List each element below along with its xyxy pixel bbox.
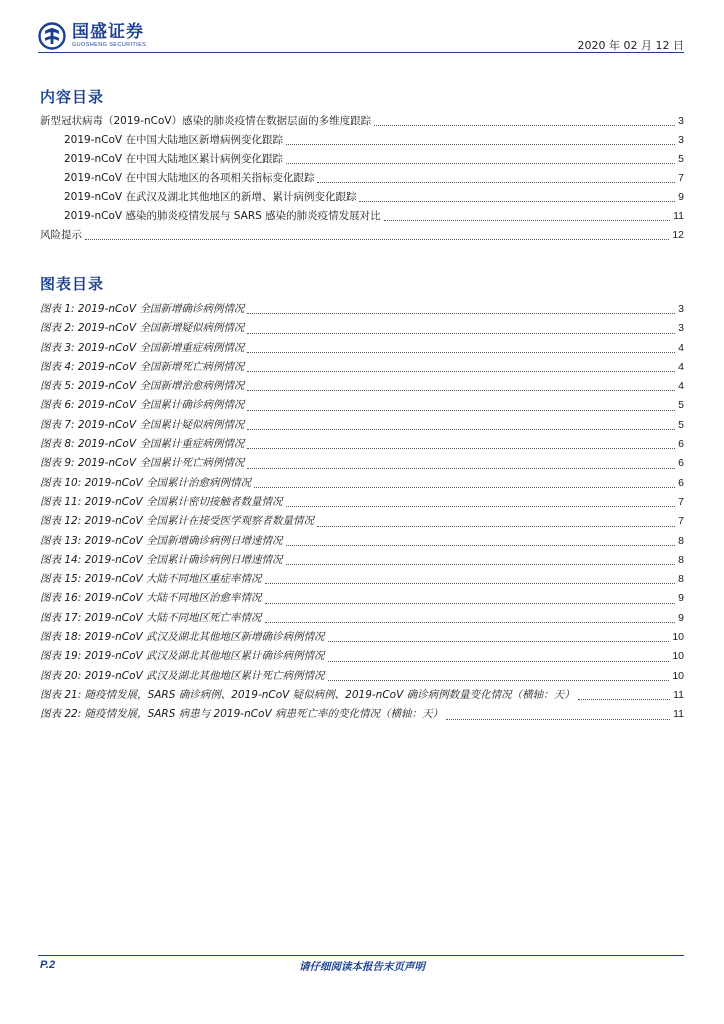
figure-entry[interactable] <box>40 512 684 531</box>
figure-entry[interactable] <box>40 686 684 705</box>
figure-entry[interactable] <box>40 454 684 473</box>
dot-leader <box>247 352 675 353</box>
figure-entry[interactable] <box>40 396 684 415</box>
figure-entry-text: 图表 4: 2019-nCoV 全国新增死亡病例情况 <box>40 360 245 373</box>
dot-leader <box>384 220 670 221</box>
figure-entry[interactable] <box>40 319 684 338</box>
dot-leader <box>247 410 675 411</box>
figure-entry-page-number: 3 <box>678 303 684 315</box>
figure-entry[interactable] <box>40 416 684 435</box>
figure-entry-text: 图表 7: 2019-nCoV 全国累计疑似病例情况 <box>40 418 245 431</box>
figure-entry[interactable] <box>40 667 684 686</box>
dot-leader <box>247 371 675 372</box>
dot-leader <box>328 680 670 681</box>
figure-entry[interactable] <box>40 609 684 628</box>
figure-entry-page-number: 5 <box>678 399 684 412</box>
company-logo <box>38 22 146 50</box>
dot-leader <box>247 448 675 449</box>
dot-leader <box>85 239 669 240</box>
figure-entry-page-number: 11 <box>673 708 684 721</box>
contents-entry-text: 2019-nCoV 在武汉及湖北其他地区的新增、累计病例变化跟踪 <box>64 191 357 203</box>
figure-entry-text: 图表 21: 随疫情发展，SARS 确诊病例、2019-nCoV 疑似病例、2019-nCoV 确诊病例数量变化情况（横轴：天） <box>40 688 575 701</box>
contents-entry-page-number: 7 <box>678 172 684 184</box>
figure-entry[interactable] <box>40 570 684 589</box>
figure-entry[interactable] <box>40 358 684 377</box>
page-number: P.2 <box>40 959 56 971</box>
dot-leader <box>247 390 675 391</box>
contents-list <box>40 112 684 245</box>
figure-entry-text: 图表 22: 随疫情发展，SARS 病患与 2019-nCoV 病患死亡率的变化情况（横轴：天） <box>40 708 443 721</box>
dot-leader <box>317 182 675 183</box>
dot-leader <box>317 526 675 527</box>
figure-entry-page-number: 7 <box>678 495 684 508</box>
figure-entry-text: 图表 18: 2019-nCoV 武汉及湖北其他地区新增确诊病例情况 <box>40 631 325 644</box>
figure-entry-text: 图表 19: 2019-nCoV 武汉及湖北其他地区累计确诊病例情况 <box>40 650 325 663</box>
contents-entry-page-number: 3 <box>678 115 684 127</box>
figure-entry-text: 图表 11: 2019-nCoV 全国累计密切接触者数量情况 <box>40 495 283 508</box>
figure-entry-text: 图表 5: 2019-nCoV 全国新增治愈病例情况 <box>40 380 245 393</box>
figure-entry-text: 图表 14: 2019-nCoV 全国累计确诊病例日增速情况 <box>40 553 283 566</box>
dot-leader <box>286 545 676 546</box>
contents-entry[interactable] <box>40 207 684 226</box>
figure-entry-text: 图表 6: 2019-nCoV 全国累计确诊病例情况 <box>40 399 245 412</box>
figure-entry-page-number: 6 <box>678 438 684 451</box>
dot-leader <box>578 699 670 700</box>
page-header <box>0 0 724 60</box>
contents-entry-page-number: 11 <box>673 210 684 222</box>
guosheng-logo-icon <box>38 22 66 50</box>
figure-entry-page-number: 8 <box>678 553 684 566</box>
contents-entry-text: 2019-nCoV 在中国大陆地区的各项相关指标变化跟踪 <box>64 172 315 184</box>
dot-leader <box>247 468 675 469</box>
contents-entry-text: 2019-nCoV 在中国大陆地区新增病例变化跟踪 <box>64 134 283 146</box>
figure-entry[interactable] <box>40 628 684 647</box>
figure-entry[interactable] <box>40 532 684 551</box>
dot-leader <box>247 333 675 334</box>
footer-divider <box>38 955 684 956</box>
figures-title: 图表目录 <box>40 275 105 293</box>
figure-entry[interactable] <box>40 493 684 512</box>
figure-entry-text: 图表 3: 2019-nCoV 全国新增重症病例情况 <box>40 341 245 354</box>
figure-entry[interactable] <box>40 551 684 570</box>
dot-leader <box>328 661 670 662</box>
contents-entry[interactable] <box>40 169 684 188</box>
figure-entry[interactable] <box>40 474 684 493</box>
figure-entry-text: 图表 10: 2019-nCoV 全国累计治愈病例情况 <box>40 476 252 489</box>
dot-leader <box>359 201 675 202</box>
contents-entry-page-number: 9 <box>678 191 684 203</box>
dot-leader <box>247 429 675 430</box>
figure-entry-page-number: 11 <box>673 688 684 701</box>
figure-entry-page-number: 4 <box>678 341 684 354</box>
figure-entry[interactable] <box>40 300 684 319</box>
figure-entry-text: 图表 1: 2019-nCoV 全国新增确诊病例情况 <box>40 303 245 315</box>
dot-leader <box>265 583 676 584</box>
dot-leader <box>446 719 670 720</box>
figure-entry-page-number: 9 <box>678 592 684 605</box>
figure-entry-page-number: 6 <box>678 476 684 489</box>
figure-entry-page-number: 10 <box>672 669 684 682</box>
figure-entry-text: 图表 2: 2019-nCoV 全国新增疑似病例情况 <box>40 322 245 335</box>
dot-leader <box>286 163 675 164</box>
figure-entry-page-number: 5 <box>678 418 684 431</box>
dot-leader <box>286 144 675 145</box>
contents-entry[interactable] <box>40 112 684 131</box>
contents-entry[interactable] <box>40 226 684 245</box>
dot-leader <box>374 125 675 126</box>
figure-entry-page-number: 4 <box>678 380 684 393</box>
dot-leader <box>328 641 670 642</box>
figure-entry-page-number: 7 <box>678 515 684 528</box>
contents-entry-page-number: 3 <box>678 134 684 146</box>
figure-entry-page-number: 6 <box>678 457 684 470</box>
figure-entry-text: 图表 16: 2019-nCoV 大陆不同地区治愈率情况 <box>40 592 262 605</box>
figure-entry[interactable] <box>40 705 684 724</box>
figure-entry[interactable] <box>40 647 684 666</box>
dot-leader <box>247 313 675 314</box>
contents-entry-page-number: 12 <box>672 229 684 241</box>
figure-entry-page-number: 8 <box>678 573 684 586</box>
figure-entry-text: 图表 12: 2019-nCoV 全国累计在接受医学观察者数量情况 <box>40 515 315 528</box>
figure-entry[interactable] <box>40 589 684 608</box>
contents-entry[interactable] <box>40 131 684 150</box>
figure-entry-page-number: 10 <box>672 631 684 644</box>
contents-entry-text: 2019-nCoV 感染的肺炎疫情发展与 SARS 感染的肺炎疫情发展对比 <box>64 210 381 222</box>
figure-entry-page-number: 4 <box>678 360 684 373</box>
contents-entry-text: 2019-nCoV 在中国大陆地区累计病例变化跟踪 <box>64 153 283 165</box>
dot-leader <box>254 487 675 488</box>
figure-entry-page-number: 9 <box>678 611 684 624</box>
figure-entry-text: 图表 9: 2019-nCoV 全国累计死亡病例情况 <box>40 457 245 470</box>
figure-entry[interactable] <box>40 377 684 396</box>
figure-entry-page-number: 3 <box>678 322 684 335</box>
logo-english-name: GUOSHENG SECURITIES <box>72 41 147 48</box>
contents-title: 内容目录 <box>40 88 105 106</box>
disclaimer-note: 请仔细阅读本报告末页声明 <box>299 961 425 973</box>
figure-entry-text: 图表 17: 2019-nCoV 大陆不同地区死亡率情况 <box>40 611 262 624</box>
figure-entry[interactable] <box>40 435 684 454</box>
dot-leader <box>286 506 676 507</box>
figure-entry-text: 图表 15: 2019-nCoV 大陆不同地区重症率情况 <box>40 573 262 586</box>
contents-entry[interactable] <box>40 188 684 207</box>
report-date: 2020 年 02 月 12 日 <box>577 39 684 52</box>
dot-leader <box>265 622 676 623</box>
header-divider <box>38 52 684 53</box>
figure-entry-page-number: 10 <box>672 650 684 663</box>
figure-entry-page-number: 8 <box>678 534 684 547</box>
figure-entry-text: 图表 20: 2019-nCoV 武汉及湖北其他地区累计死亡病例情况 <box>40 669 325 682</box>
contents-entry-page-number: 5 <box>678 153 684 165</box>
logo-chinese-name: 国盛证券 <box>72 21 144 42</box>
figure-entry-text: 图表 13: 2019-nCoV 全国新增确诊病例日增速情况 <box>40 534 283 547</box>
contents-entry-text: 新型冠状病毒（2019-nCoV）感染的肺炎疫情在数据层面的多维度跟踪 <box>40 115 372 127</box>
dot-leader <box>265 603 676 604</box>
figures-list <box>40 300 684 725</box>
figure-entry[interactable] <box>40 339 684 358</box>
dot-leader <box>286 564 676 565</box>
contents-entry[interactable] <box>40 150 684 169</box>
contents-entry-text: 风险提示 <box>40 229 82 241</box>
figure-entry-text: 图表 8: 2019-nCoV 全国累计重症病例情况 <box>40 438 245 451</box>
